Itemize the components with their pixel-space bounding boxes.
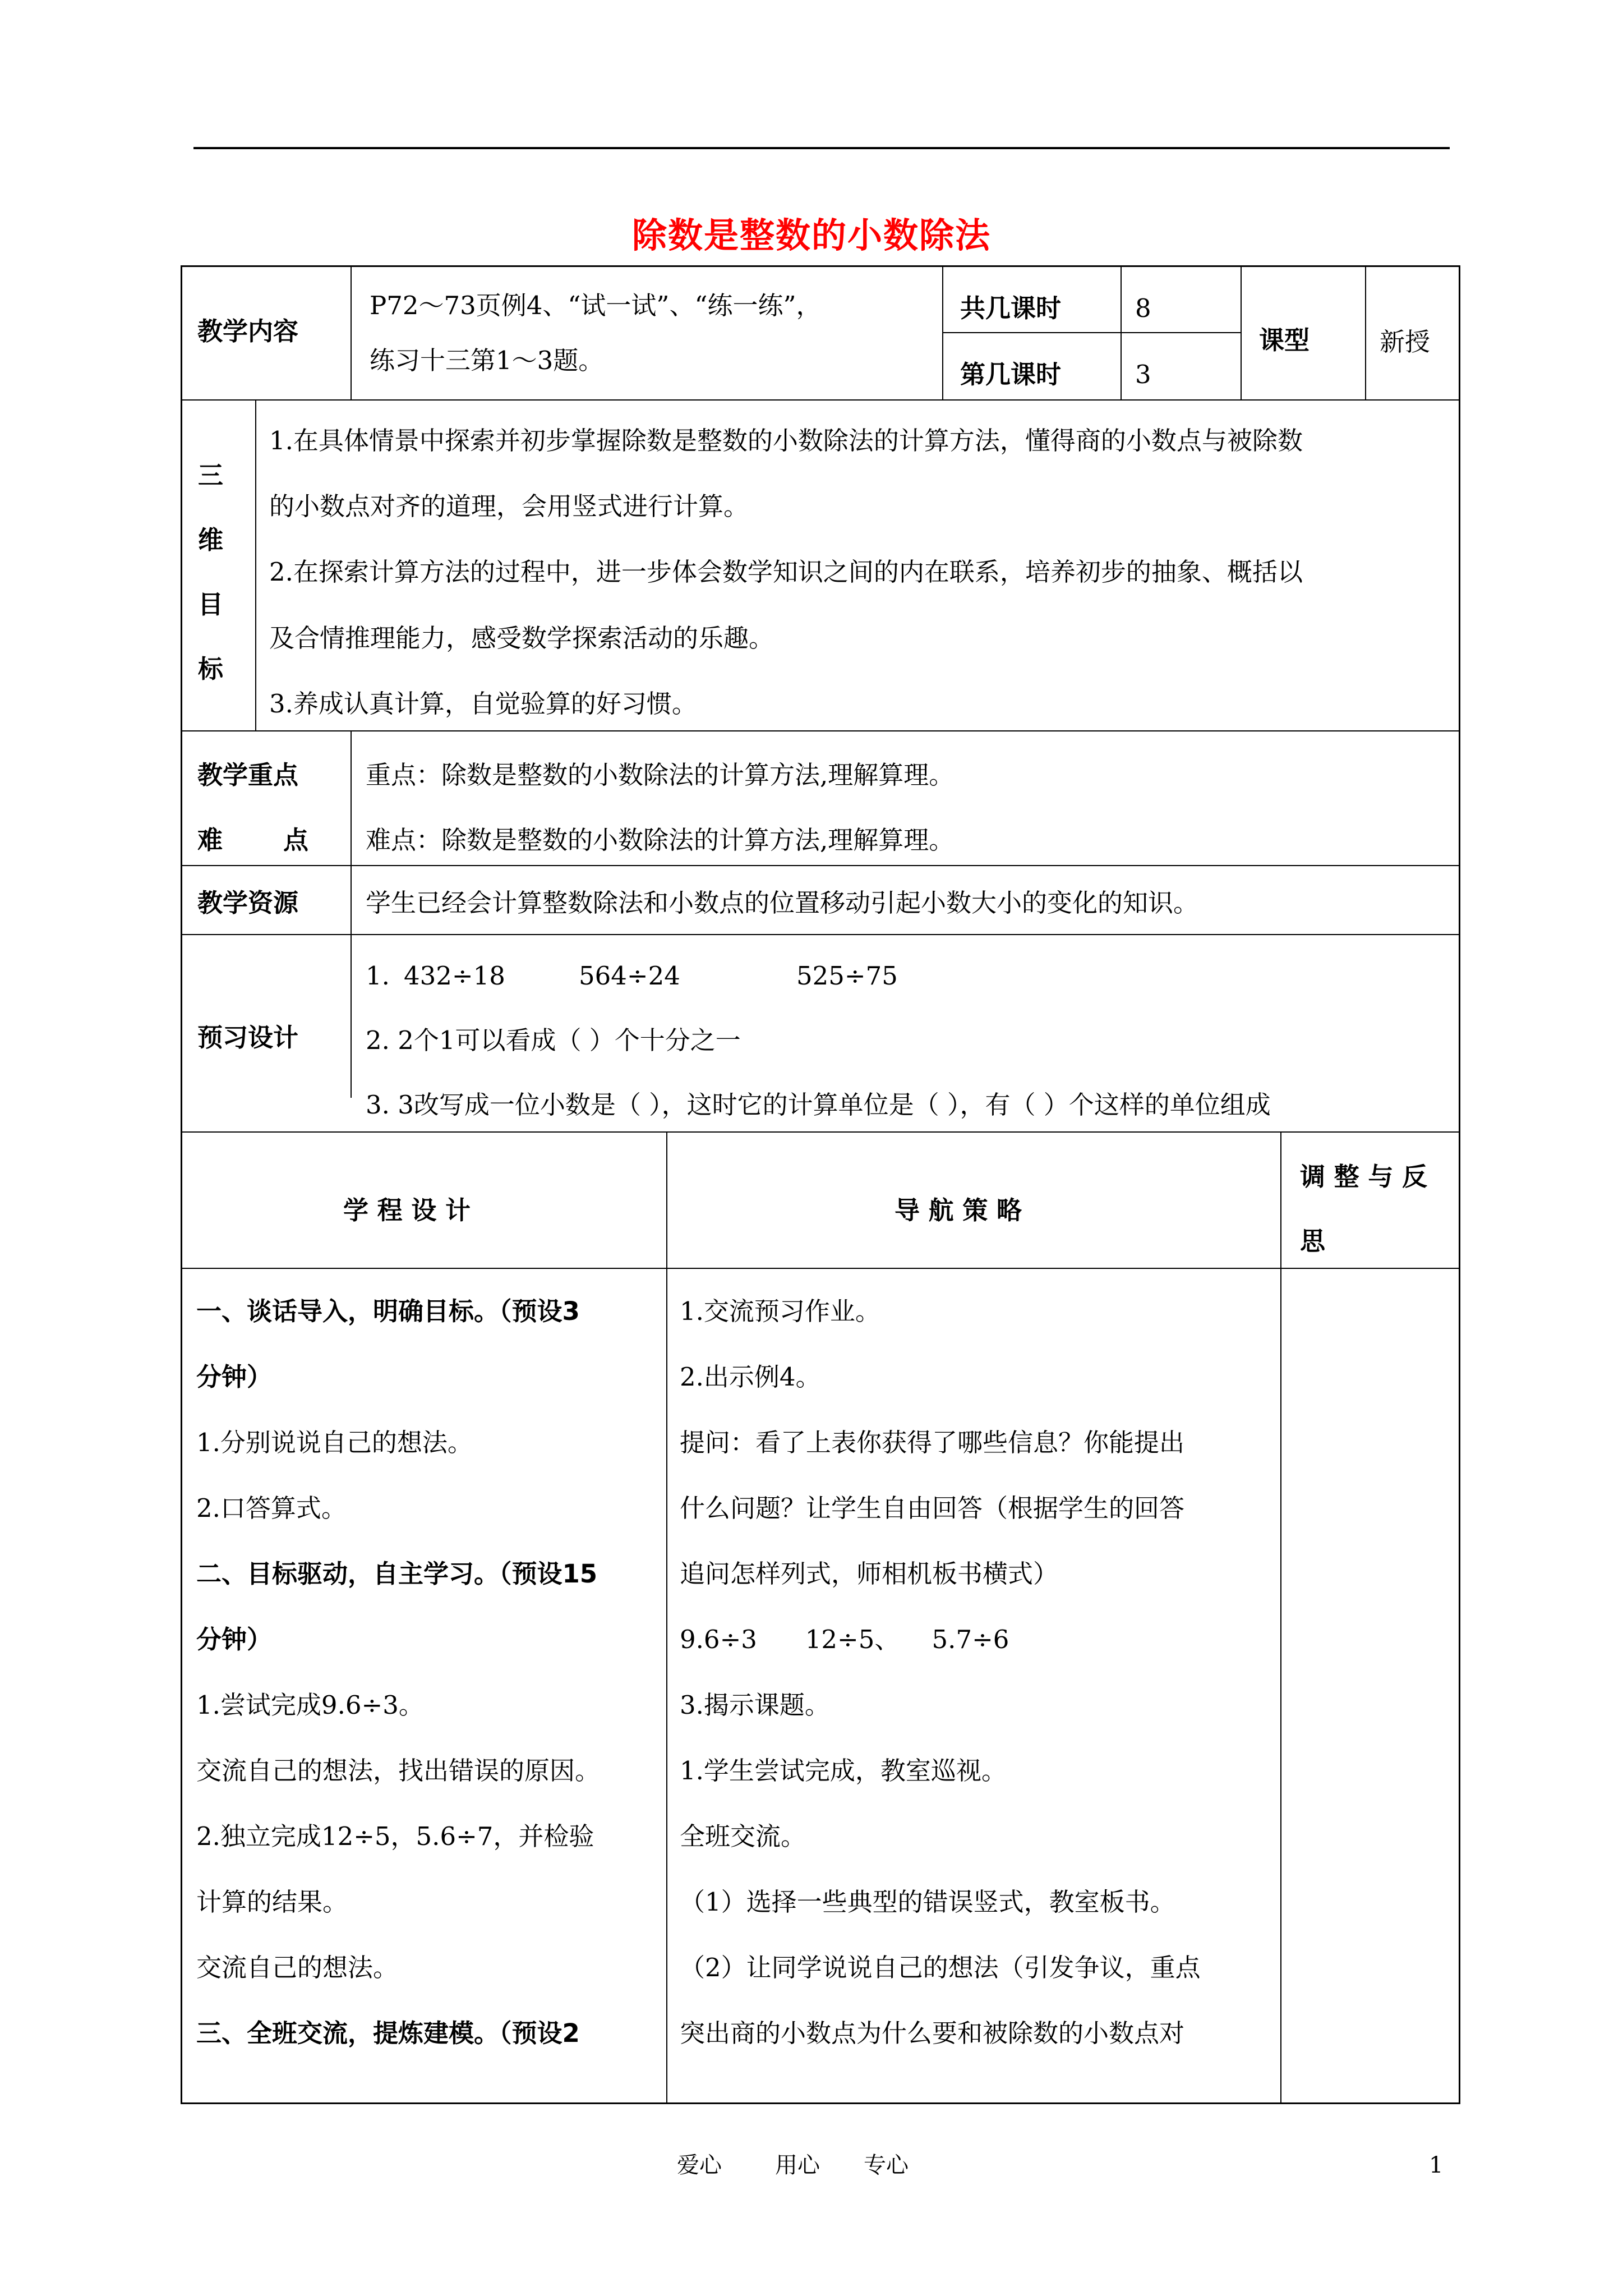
divider [942,332,1242,333]
col2-line-10: （1）选择一些典型的错误竖式，教室板书。 [680,1887,1175,1917]
difficulty-label-a: 难 [197,825,223,855]
col3-header-line-1: 调 整 与 反 [1300,1162,1427,1191]
keypoint-text: 重点：除数是整数的小数除法的计算方法,理解算理。 [366,760,955,790]
col2-line-4: 什么问题？让学生自由回答（根据学生的回答 [680,1493,1185,1523]
col1-line-11: 交流自己的想法。 [196,1953,399,1982]
goals-label-char-3: 目 [198,590,224,619]
col1-line-5: 二、目标驱动，自主学习。（预设15 [196,1559,598,1589]
content-line-2: 练习十三第1～3题。 [370,346,604,375]
preview-q1-item-3: 525÷75 [796,961,898,991]
divider [181,1131,1460,1133]
goals-label-char-1: 三 [198,461,224,490]
col2-line-6: 9.6÷3 12÷5、 5.7÷6 [680,1625,1009,1654]
col2-line-1: 1.交流预习作业。 [680,1296,880,1326]
col2-line-11: （2）让同学说说自己的想法（引发争议，重点 [680,1953,1201,1982]
col1-line-3: 1.分别说说自己的想法。 [196,1428,473,1457]
divider [181,730,1460,731]
total-hours-label: 共几课时 [960,293,1062,323]
total-hours-value: 8 [1135,293,1151,323]
divider [666,1131,667,2104]
col1-header: 学 程 设 计 [343,1195,471,1225]
difficulty-text: 难点：除数是整数的小数除法的计算方法,理解算理。 [366,825,955,855]
col1-line-7: 1.尝试完成9.6÷3。 [196,1690,424,1720]
divider [1365,265,1366,399]
content-line-1: P72～73页例4、“试一试”、“练一练”， [370,291,822,320]
col1-line-12: 三、全班交流，提炼建模。（预设2 [196,2018,580,2048]
keypoint-label: 教学重点 [197,760,299,790]
divider [1280,1131,1281,2104]
preview-q1-item-1: 432÷18 [404,961,505,991]
col2-header: 导 航 策 略 [895,1195,1022,1225]
divider [181,399,1460,401]
goal-line-3: 2.在探索计算方法的过程中，进一步体会数学知识之间的内在联系，培养初步的抽象、概括以 [269,557,1303,587]
preview-q1-number: 1. [366,961,390,991]
footer-motto-1: 爱心 [677,2152,722,2178]
divider [255,399,256,730]
col1-line-8: 交流自己的想法，找出错误的原因。 [196,1756,601,1786]
divider [181,934,1460,935]
col2-line-2: 2.出示例4。 [680,1362,821,1392]
header-rule [193,147,1450,149]
col1-line-9: 2.独立完成12÷5，5.6÷7，并检验 [196,1821,594,1851]
resources-label: 教学资源 [197,888,299,918]
goal-line-5: 3.养成认真计算，自觉验算的好习惯。 [269,689,697,719]
col3-header-line-2: 思 [1300,1226,1326,1256]
content-label-cell [181,265,351,399]
content-label: 教学内容 [197,316,299,346]
resources-text: 学生已经会计算整数除法和小数点的位置移动引起小数大小的变化的知识。 [366,888,1199,918]
preview-q3: 3. 3改写成一位小数是（ ），这时它的计算单位是（ ），有（ ）个这样的单位组成 [366,1090,1271,1120]
goal-line-4: 及合情推理能力，感受数学探索活动的乐趣。 [269,623,774,653]
footer-motto-2: 用心 [775,2152,820,2178]
goals-label-char-2: 维 [198,525,224,555]
which-hour-value: 3 [1135,360,1151,389]
col2-line-12: 突出商的小数点为什么要和被除数的小数点对 [680,2018,1185,2048]
footer-motto-3: 专心 [864,2152,909,2178]
preview-label: 预习设计 [197,1023,299,1052]
lesson-type-value: 新授 [1380,327,1431,357]
preview-q2: 2. 2个1可以看成（ ）个十分之一 [366,1025,741,1055]
col1-line-6: 分钟） [196,1625,273,1654]
goal-line-1: 1.在具体情景中探索并初步掌握除数是整数的小数除法的计算方法，懂得商的小数点与被除数 [269,426,1303,455]
goals-label-char-4: 标 [198,654,224,684]
divider [181,865,1460,866]
col1-line-10: 计算的结果。 [196,1887,348,1917]
goal-line-2: 的小数点对齐的道理，会用竖式进行计算。 [269,491,749,521]
content-text-cell [352,265,943,399]
which-hour-label: 第几课时 [960,360,1062,389]
col2-line-3: 提问：看了上表你获得了哪些信息？你能提出 [680,1428,1185,1457]
preview-q1-item-2: 564÷24 [579,961,680,991]
divider [181,1268,1460,1269]
col1-line-2: 分钟） [196,1362,273,1392]
col2-line-9: 全班交流。 [680,1821,806,1851]
col1-line-4: 2.口答算式。 [196,1493,347,1523]
col1-line-1: 一、谈话导入，明确目标。（预设3 [196,1296,580,1326]
col2-line-5: 追问怎样列式，师相机板书横式） [680,1559,1059,1589]
divider [351,730,352,1098]
difficulty-label-b: 点 [283,825,309,855]
lesson-type-label: 课型 [1259,325,1310,355]
page-title: 除数是整数的小数除法 [631,215,991,256]
page-number: 1 [1429,2152,1444,2178]
col2-line-8: 1.学生尝试完成，教室巡视。 [680,1756,1007,1786]
col2-line-7: 3.揭示课题。 [680,1690,830,1720]
